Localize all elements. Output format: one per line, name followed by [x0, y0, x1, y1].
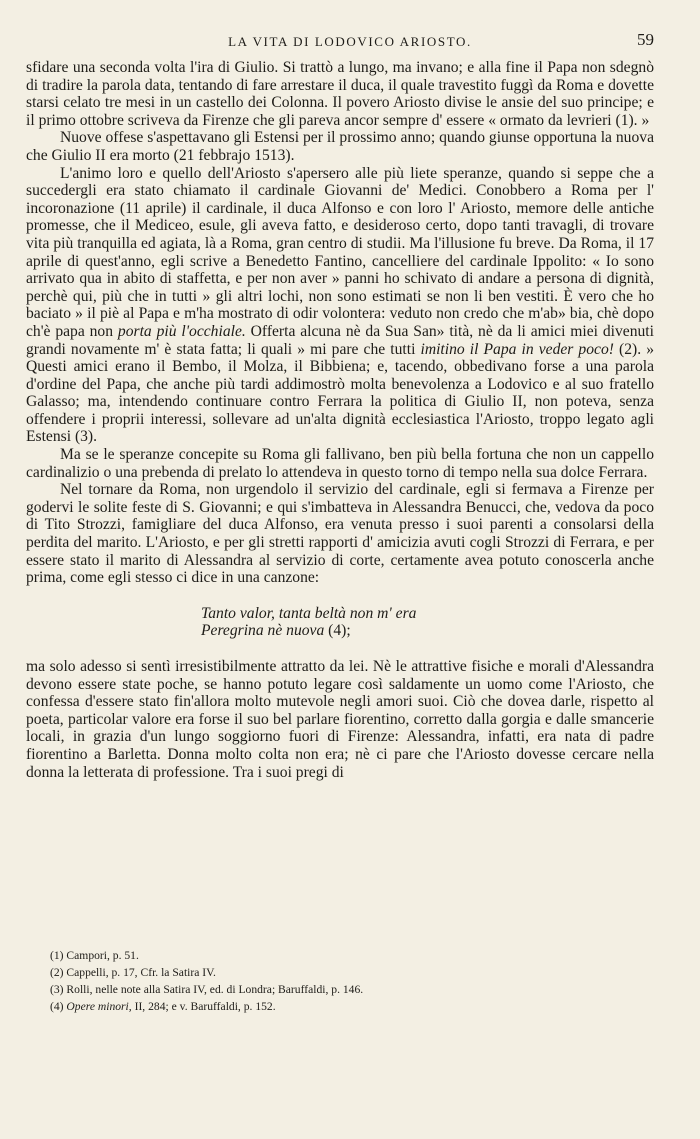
- page-number: 59: [637, 30, 654, 49]
- body-text: [26, 59, 654, 781]
- paragraph: Nuove offese s'aspettavano gli Estensi per il prossimo anno; quando giunse opportuna la nuova che Giulio II era morto (21 febbrajo 1513).: [26, 129, 654, 164]
- verse-line: Tanto valor, tanta beltà non m' era: [201, 604, 417, 622]
- paragraph: ma solo adesso si sentì irresistibilmente attratto da lei. Nè le attrattive fisiche e morali d'Alessandra devono essere state poche, se hanno potuto legare così saldamente un uomo come l'Ariosto, che confessa d'essere stato fin'allora molto mutevole negli amori suoi. Ciò che dovea darle, rispetto al poeta, particolar valore era forse il suo bel parlare fiorentino, corretto dalla gorgia e dalle smancerie locali, in grazia d'un lungo soggiorno fuori di Firenze: Alessandra, infatti, era nata di padre fiorentino a Barletta. Donna molto colta non era; nè ci pare che l'Ariosto dovesse cercare nella donna la letterata di professione. Tra i suoi pregi di: [26, 658, 654, 781]
- paragraph-text: (2). » Questi amici erano il Bembo, il Molza, il Bibbiena; e, tacendo, obbedivano forse a una parola d'ordine del Papa, che anche più tardi addimostrò molta benevolenza a Lodovico e al suo fratello Galasso; ma, intendendo continuare contro Ferrara la politica di Giulio II, non poteva, senza offendere i proprii interessi, sollevare ad un'alta dignità ecclesiastica l'Ariosto, troppo legato agli Estensi (3).: [26, 340, 654, 446]
- footnote-text: II, 284; e v. Baruffaldi, p. 152.: [131, 1000, 276, 1013]
- footnotes: [50, 947, 660, 1015]
- verse-quotation: [26, 605, 654, 640]
- spacer: [26, 587, 654, 605]
- paragraph-text: L'animo loro e quello dell'Ariosto s'apersero alle più liete speranze, quando si seppe che a succedergli era stato chiamato il cardinale Giovanni de' Medici. Conobbero a Roma per l' incoronazione (11 aprile) il cardinale, il duca Alfonso e con loro l' Ariosto, memore delle antiche promesse, che il Mediceo, esule, gli aveva fatto, e desideroso certo, dopo tanti travagli, di trovare vita più tranquilla ed agiata, là a Roma, gran centro di studii. Ma l'illusione fu breve. Da Roma, il 17 aprile di quest'anno, egli scrive a Benedetto Fantino, cancelliere del cardinale Ippolito: « Io sono arrivato qua in abito di staffetta, e per non aver » panni ho schivato di andare a persona di dignità, perchè qui, più che in tutti » gli altri lochi, non sono estimati se non li ben vestiti. È vero che ho baciato » il piè al Papa e m'ha mostrato di odir volontera: veduto non credo che m'ab» bia, chè dopo ch'è papa non: [26, 164, 654, 340]
- verse-note-ref: (4);: [324, 622, 351, 640]
- paragraph: sfidare una seconda volta l'ira di Giulio. Si trattò a lungo, ma invano; e alla fine il Papa non sdegnò di tradire la parola data, tentando di fare arrestare il duca, il quale travestito fuggì da Roma e dovette starsi celato tre mesi in un castello dei Colonna. Il povero Ariosto divise le ansie del suo principe; e il primo ottobre scriveva da Firenze che gli pareva ancor sempre d' essere « ormato da levrieri (1). »: [26, 59, 654, 129]
- running-title: LA VITA DI LODOVICO ARIOSTO.: [228, 34, 472, 49]
- footnote-number: (4): [50, 1000, 67, 1013]
- page-header: [0, 0, 700, 50]
- italic-quote: imitino il Papa in veder poco!: [420, 340, 614, 358]
- footnote: (1) Campori, p. 51.: [50, 949, 139, 962]
- paragraph: [26, 165, 654, 447]
- footnote: (2) Cappelli, p. 17, Cfr. la Satira IV.: [50, 966, 216, 979]
- footnote: [50, 998, 660, 1015]
- footnote: (3) Rolli, nelle note alla Satira IV, ed. di Londra; Baruffaldi, p. 146.: [50, 983, 364, 996]
- verse-line: [26, 622, 654, 640]
- verse-text: Peregrina nè nuova: [201, 622, 325, 640]
- paragraph: Nel tornare da Roma, non urgendolo il servizio del cardinale, egli si fermava a Firenze per godervi le solite feste di S. Giovanni; e qui s'imbatteva in Alessandra Benucci, che, vedova da poco di Tito Strozzi, famigliare del duca Alfonso, era venuta presso i suoi parenti a consolarsi della perdita del marito. L'Ariosto, e per gli stretti rapporti d' amicizia avuti cogli Strozzi di Ferrara, e per essere stato il marito di Alessandra al servizio di corte, certamente avea potuto conoscerla anche prima, come egli stesso ci dice in una canzone:: [26, 481, 654, 587]
- paragraph: Ma se le speranze concepite su Roma gli fallivano, ben più bella fortuna che non un cappello cardinalizio o una prebenda di prelato lo attendeva in questo torno di tempo nella sua dolce Ferrara.: [26, 446, 654, 481]
- spacer: [26, 640, 654, 658]
- paragraph-text: Offerta alcuna nè da Sua San» tità, nè da li amici miei divenuti grandi novamente m' è stata fatta; li quali » mi pare che tutti: [26, 322, 654, 358]
- italic-quote: porta più l'occhiale.: [117, 322, 246, 340]
- footnote-title: Opere minori,: [66, 1000, 132, 1013]
